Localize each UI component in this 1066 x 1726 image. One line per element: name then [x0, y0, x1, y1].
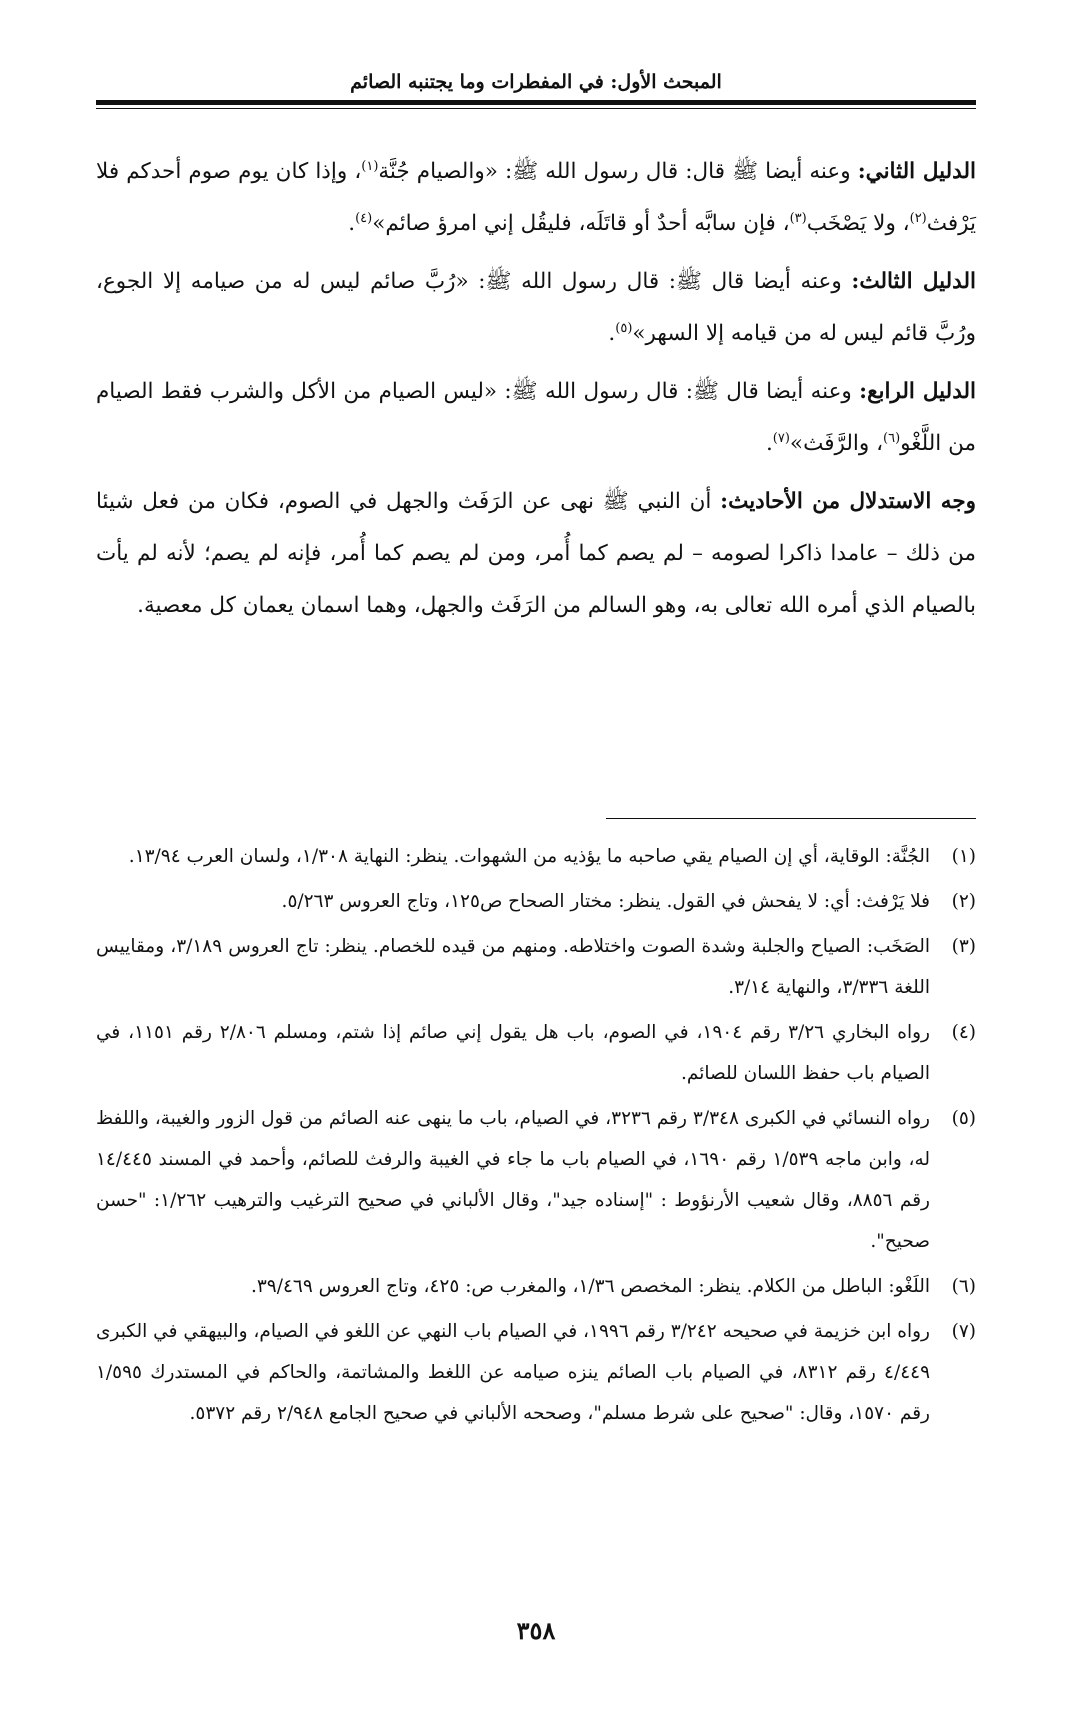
- paragraph-text: أن النبي ﷺ نهى عن الرَفَث والجهل في الصوم، فكان من فعل شيئا من ذلك – عامدا ذاكرا لصومه – لم يصم كما أُمر، ومن لم يصم كما أُمر، فإنه لم يصم؛ لأنه لم يأت بالصيام الذي أمره الله تعالى به، وهو السالم من الرَفَث والجهل، وهما اسمان يعمان كل معصية.: [96, 489, 976, 618]
- footnote-ref: (٦): [883, 430, 901, 446]
- running-header: المبحث الأول: في المفطرات وما يجتنبه الصائم: [350, 71, 722, 93]
- main-text: [96, 146, 976, 638]
- paragraph-heading: الدليل الثاني:: [857, 159, 976, 184]
- footnote-7: [96, 1311, 976, 1434]
- footnote-ref: (٤): [355, 210, 373, 226]
- header-rule-thick: [96, 100, 976, 105]
- paragraph-inference: [96, 476, 976, 632]
- footnote-ref: (١): [361, 158, 379, 174]
- paragraph-text: وعنه أيضا قال ﷺ: قال رسول الله ﷺ: «ليس الصيام من الأكل والشرب فقط الصيام من اللَّغْو: [96, 379, 976, 456]
- footnote-text: رواه البخاري ٣/٢٦ رقم ١٩٠٤، في الصوم، باب هل يقول إني صائم إذا شتم، ومسلم ٢/٨٠٦ رقم ١١٥١، في الصيام باب حفظ اللسان للصائم.: [96, 1022, 930, 1084]
- footnote-number: (٧): [951, 1321, 976, 1342]
- footnote-number: (٥): [951, 1108, 976, 1129]
- footnote-ref: (٧): [772, 430, 790, 446]
- footnote-number: (٦): [951, 1276, 976, 1297]
- footnote-text: الصَخَب: الصياح والجلبة وشدة الصوت واختلاطه. ومنهم من قيده للخصام. ينظر: تاج العروس ٣/١٨٩، ومقاييس اللغة ٣/٣٣٦، والنهاية ٣/١٤.: [96, 936, 930, 998]
- footnote-number: (٣): [951, 936, 976, 957]
- footnote-number: (٤): [951, 1022, 976, 1043]
- paragraph-heading: الدليل الثالث:: [851, 269, 976, 294]
- paragraph-evidence-4: [96, 366, 976, 470]
- paragraph-evidence-3: [96, 256, 976, 360]
- footnote-text: رواه النسائي في الكبرى ٣/٣٤٨ رقم ٣٢٣٦، في الصيام، باب ما ينهى عنه الصائم من قول الزور والغيبة، واللفظ له، وابن ماجه ١/٥٣٩ رقم ١٦٩٠، في الصيام باب ما جاء في الغيبة والرفث للصائم، وأحمد في المسند ١٤/٤٤٥ رقم ٨٨٥٦، وقال شعيب الأرنؤوط : "إسناده جيد"، وقال الألباني في صحيح الترغيب والترهيب ١/٢٦٢: "حسن صحيح".: [96, 1108, 930, 1252]
- paragraph-heading: وجه الاستدلال من الأحاديث:: [720, 489, 976, 514]
- header-rule-thin: [96, 108, 976, 109]
- page-number: ٣٥٨: [516, 1616, 556, 1645]
- paragraph-evidence-2: [96, 146, 976, 250]
- paragraph-text: وعنه أيضا قال ﷺ: قال رسول الله ﷺ: «رُبَّ صائم ليس له من صيامه إلا الجوع، ورُبَّ قائم ليس له من قيامه إلا السهر»: [96, 269, 976, 346]
- footnote-text: الجُنَّة: الوقاية، أي إن الصيام يقي صاحبه ما يؤذيه من الشهوات. ينظر: النهاية ١/٣٠٨، ولسان العرب ١٣/٩٤.: [128, 846, 930, 867]
- paragraph-text: ، فإن سابَّه أحدٌ أو قاتَلَه، فليقُل إني امرؤ صائم»: [372, 211, 790, 236]
- paragraph-text: .: [608, 321, 616, 346]
- footnote-number: (٢): [951, 891, 976, 912]
- paragraph-text: .: [348, 211, 356, 236]
- footnote-text: فلا يَرْفث: أي: لا يفحش في القول. ينظر: مختار الصحاح ص١٢٥، وتاج العروس ٥/٢٦٣.: [281, 891, 930, 912]
- footnote-text: رواه ابن خزيمة في صحيحه ٣/٢٤٢ رقم ١٩٩٦، في الصيام باب النهي عن اللغو في الصيام، والبيهقي في الكبرى ٤/٤٤٩ رقم ٨٣١٢، في الصيام باب الصائم ينزه صيامه عن اللغط والمشاتمة، والحاكم في المستدرك ١/٥٩٥ رقم ١٥٧٠، وقال: "صحيح على شرط مسلم"، وصححه الألباني في صحيح الجامع ٢/٩٤٨ رقم ٥٣٧٢.: [96, 1321, 931, 1424]
- footnote-2: [96, 881, 976, 922]
- footnote-1: [96, 836, 976, 877]
- footnote-4: [96, 1012, 976, 1094]
- footnote-ref: (٥): [615, 320, 633, 336]
- footnote-6: [96, 1266, 976, 1307]
- footnote-5: [96, 1098, 976, 1262]
- paragraph-heading: الدليل الرابع:: [859, 379, 977, 404]
- paragraph-text: وعنه أيضا ﷺ قال: قال رسول الله ﷺ: «والصيام جُنَّة: [378, 159, 858, 184]
- paragraph-text: ، والرَّفَث»: [789, 431, 884, 456]
- footnote-text: اللَغْو: الباطل من الكلام. ينظر: المخصص ١/٣٦، والمغرب ص: ٤٢٥، وتاج العروس ٣٩/٤٦٩.: [250, 1276, 930, 1297]
- paragraph-text: ، ولا يَصْخَب: [806, 211, 910, 236]
- footnote-number: (١): [951, 846, 976, 867]
- paragraph-text: .: [765, 431, 773, 456]
- footnote-ref: (٢): [909, 210, 927, 226]
- footnote-3: [96, 926, 976, 1008]
- footnotes: [96, 836, 976, 1438]
- footnote-separator: [606, 818, 976, 819]
- paragraph-text: ، وإذا كان يوم صوم أحدكم فلا يَرْفث: [96, 159, 976, 236]
- footnote-ref: (٣): [789, 210, 807, 226]
